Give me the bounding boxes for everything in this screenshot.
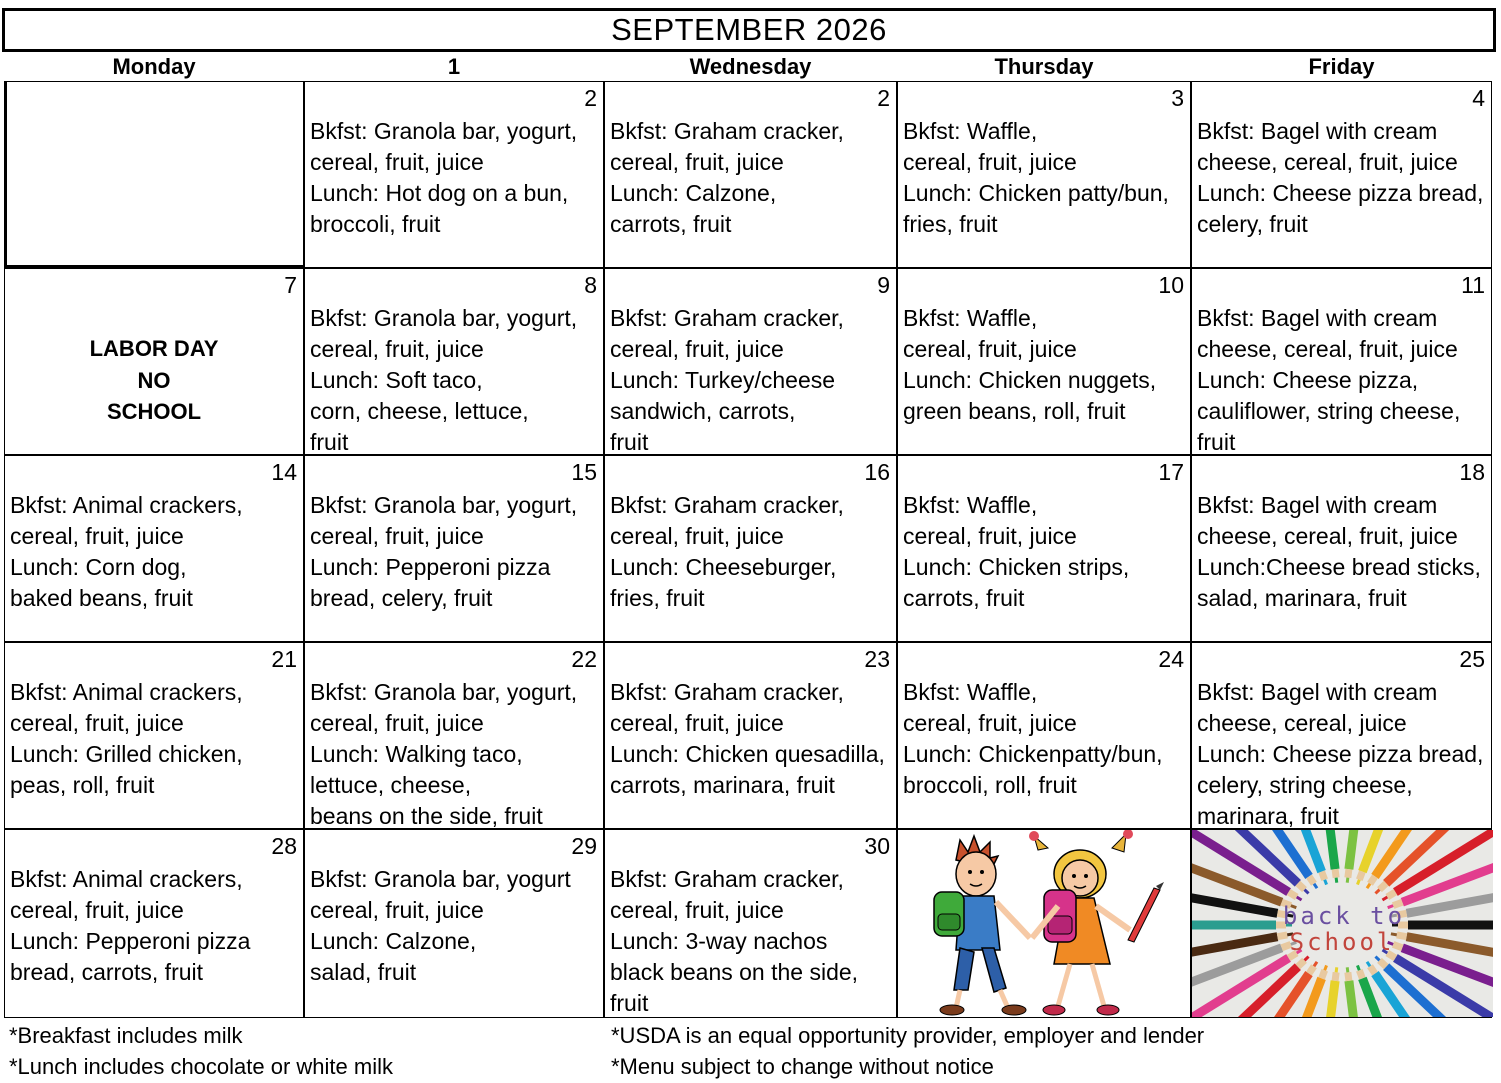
menu-line: cereal, fruit, juice [310, 897, 484, 923]
pencil-point [1336, 878, 1337, 883]
day-cell [4, 455, 304, 642]
menu-line: cheese, cereal, juice [1197, 710, 1407, 736]
day-number: 21 [271, 646, 297, 672]
menu-line: cereal, fruit, juice [610, 523, 784, 549]
menu-line: salad, marinara, fruit [1197, 585, 1407, 611]
menu-line: Bkfst: Bagel with cream [1197, 679, 1438, 705]
menu-line: Lunch: Chicken quesadilla, [610, 741, 885, 767]
back-to-school-pencils-image [1192, 830, 1493, 1017]
pencil-tip [1370, 876, 1375, 883]
pencil-point [1357, 880, 1359, 885]
weekday-header: 1 [447, 54, 461, 79]
day-cell [604, 642, 897, 829]
menu-line: cereal, fruit, juice [903, 523, 1077, 549]
menu-line: Bkfst: Graham cracker, [610, 492, 844, 518]
pencil-tip [1322, 872, 1325, 880]
menu-line: cereal, fruit, juice [903, 149, 1077, 175]
menu-line: Bkfst: Animal crackers, [10, 679, 243, 705]
menu-line: green beans, roll, fruit [903, 398, 1126, 424]
day-number: 25 [1459, 646, 1485, 672]
menu-line: Bkfst: Waffle, [903, 118, 1038, 144]
menu-line: Lunch: Cheese pizza bread, [1197, 180, 1484, 206]
menu-text [310, 303, 599, 458]
day-number: 16 [864, 459, 890, 485]
menu-text [10, 677, 299, 801]
menu-text [1197, 303, 1487, 458]
menu-line: fruit [1197, 429, 1236, 455]
menu-line: Lunch: Pepperoni pizza [310, 554, 551, 580]
menu-line: marinara, fruit [1197, 803, 1339, 829]
holiday-line: SCHOOL [106, 399, 202, 424]
menu-text [310, 116, 599, 240]
menu-line: Bkfst: Graham cracker, [610, 866, 844, 892]
menu-line: cereal, fruit, juice [610, 710, 784, 736]
menu-text [310, 490, 599, 614]
weekday-header: Friday [1308, 54, 1375, 79]
weekday-header: Thursday [994, 54, 1094, 79]
menu-line: fruit [310, 429, 349, 455]
pencil-tip [1359, 970, 1362, 978]
menu-line: cheese, cereal, fruit, juice [1197, 336, 1458, 362]
menu-line: Lunch: Chicken patty/bun, [903, 180, 1169, 206]
girl-figure [1029, 830, 1164, 1015]
day-number: 14 [271, 459, 297, 485]
menu-calendar-grid [0, 81, 1494, 1019]
menu-text [903, 116, 1186, 240]
pencil-tip [1335, 869, 1336, 877]
menu-line: fruit [610, 990, 649, 1016]
menu-line: cereal, fruit, juice [903, 710, 1077, 736]
menu-line: Bkfst: Graham cracker, [610, 118, 844, 144]
menu-line: Lunch: Calzone, [610, 180, 777, 206]
menu-line: Lunch: Pepperoni pizza [10, 928, 251, 954]
menu-line: Bkfst: Waffle, [903, 305, 1038, 331]
menu-line: corn, cheese, lettuce, [310, 398, 529, 424]
day-cell [604, 829, 897, 1018]
day-number: 8 [584, 272, 597, 298]
menu-line: carrots, marinara, fruit [610, 772, 835, 798]
menu-text [610, 677, 892, 801]
menu-line: Lunch: Grilled chicken, [10, 741, 243, 767]
day-number: 23 [864, 646, 890, 672]
day-cell [4, 829, 304, 1018]
pencil-tip [1277, 935, 1287, 937]
menu-text [610, 303, 892, 458]
menu-line: broccoli, roll, fruit [903, 772, 1077, 798]
menu-text [310, 677, 599, 832]
day-number: 22 [571, 646, 597, 672]
day-cell [1191, 455, 1492, 642]
menu-line: cereal, fruit, juice [310, 710, 484, 736]
menu-text [610, 490, 892, 614]
day-number: 4 [1472, 85, 1485, 111]
menu-line: cauliflower, string cheese, [1197, 398, 1461, 424]
pencil-tip [1298, 883, 1305, 889]
day-number: 28 [271, 833, 297, 859]
menu-line: sandwich, carrots, [610, 398, 796, 424]
menu-line: Lunch: Walking taco, [310, 741, 523, 767]
pencil-point [1347, 967, 1348, 972]
menu-text [903, 490, 1186, 614]
footer-right [611, 1020, 1204, 1082]
calendar-title: SEPTEMBER 2026 [2, 8, 1496, 52]
pencil-tip [1359, 872, 1362, 880]
school-text: School [1289, 928, 1395, 956]
pencil-tip [1379, 883, 1386, 889]
day-number: 17 [1158, 459, 1184, 485]
menu-line: fruit [610, 429, 649, 455]
pencil-point [1347, 878, 1348, 883]
menu-line: Lunch: Corn dog, [10, 554, 187, 580]
menu-text [1197, 677, 1487, 832]
menu-line: fries, fruit [610, 585, 705, 611]
menu-text [310, 864, 599, 988]
menu-line: Lunch: Turkey/cheese [610, 367, 836, 393]
pencil-tip [1309, 966, 1314, 973]
day-cell [604, 81, 897, 268]
back-to-text: back to [1282, 902, 1406, 930]
day-number: 2 [877, 85, 890, 111]
menu-line: celery, fruit [1197, 211, 1308, 237]
day-cell [304, 268, 604, 455]
day-cell [604, 455, 897, 642]
day-cell [4, 268, 304, 455]
menu-line: cereal, fruit, juice [610, 336, 784, 362]
menu-line: cereal, fruit, juice [10, 523, 184, 549]
menu-text [903, 677, 1186, 801]
menu-text [10, 864, 299, 988]
day-cell [897, 642, 1191, 829]
menu-text [610, 116, 892, 240]
day-number: 29 [571, 833, 597, 859]
holiday-line: LABOR DAY [89, 336, 219, 361]
footer-left [9, 1020, 393, 1082]
day-cell [304, 829, 604, 1018]
menu-line: cheese, cereal, fruit, juice [1197, 149, 1458, 175]
menu-text [610, 864, 892, 1019]
menu-line: bread, celery, fruit [310, 585, 493, 611]
pencil-tip [1348, 869, 1349, 877]
image-cell [897, 829, 1191, 1018]
menu-line: Lunch: Chickenpatty/bun, [903, 741, 1163, 767]
day-number: 2 [584, 85, 597, 111]
menu-line: bread, carrots, fruit [10, 959, 204, 985]
menu-line: beans on the side, fruit [310, 803, 543, 829]
menu-line: cereal, fruit, juice [903, 336, 1077, 362]
menu-line: lettuce, cheese, [310, 772, 472, 798]
day-cell [4, 81, 304, 268]
menu-line: Lunch: Cheeseburger, [610, 554, 837, 580]
menu-line: cereal, fruit, juice [310, 149, 484, 175]
pencil-tip [1322, 970, 1325, 978]
holiday-notice [5, 333, 303, 428]
day-number: 11 [1461, 272, 1485, 298]
weekday-header-row [0, 53, 1494, 81]
day-cell [897, 455, 1191, 642]
day-cell [304, 81, 604, 268]
pencil-tip [1348, 972, 1349, 980]
menu-line: Bkfst: Granola bar, yogurt, [310, 118, 578, 144]
day-number: 7 [284, 272, 297, 298]
menu-line: cereal, fruit, juice [10, 710, 184, 736]
menu-line: Bkfst: Waffle, [903, 492, 1038, 518]
footer-note: *USDA is an equal opportunity provider, employer and lender [611, 1023, 1205, 1048]
day-cell [1191, 81, 1492, 268]
day-number: 9 [877, 272, 890, 298]
pencil-point [1325, 965, 1327, 970]
menu-text [1197, 116, 1487, 240]
menu-line: Bkfst: Animal crackers, [10, 866, 243, 892]
pencil-tip [1370, 966, 1375, 973]
menu-line: carrots, fruit [903, 585, 1025, 611]
menu-line: broccoli, fruit [310, 211, 441, 237]
menu-line: Bkfst: Waffle, [903, 679, 1038, 705]
menu-line: Bkfst: Granola bar, yogurt, [310, 492, 578, 518]
menu-text [1197, 490, 1487, 614]
menu-text [10, 490, 299, 614]
footer-note: *Lunch includes chocolate or white milk [9, 1054, 393, 1079]
footer-note: *Menu subject to change without notice [611, 1054, 994, 1079]
pencil-tip [1397, 935, 1407, 937]
holiday-line: NO [137, 367, 171, 393]
menu-line: black beans on the side, [610, 959, 859, 985]
pencil-tip [1387, 892, 1395, 897]
menu-line: Bkfst: Animal crackers, [10, 492, 243, 518]
day-number: 24 [1158, 646, 1184, 672]
footer-note: *Breakfast includes milk [9, 1023, 243, 1048]
weekday-header: Monday [112, 54, 196, 79]
day-cell [4, 642, 304, 829]
day-cell [304, 455, 604, 642]
menu-line: fries, fruit [903, 211, 998, 237]
pencil-point [1357, 965, 1359, 970]
image-cell [1191, 829, 1492, 1018]
menu-line: cereal, fruit, juice [610, 149, 784, 175]
day-number: 15 [571, 459, 597, 485]
menu-line: Bkfst: Bagel with cream [1197, 118, 1438, 144]
menu-line: cereal, fruit, juice [10, 897, 184, 923]
day-number: 3 [1171, 85, 1184, 111]
menu-line: Bkfst: Granola bar, yogurt [310, 866, 571, 892]
menu-line: Lunch:Cheese bread sticks, [1197, 554, 1481, 580]
day-cell [304, 642, 604, 829]
kids-with-backpacks-illustration [898, 830, 1191, 1017]
menu-line: Bkfst: Graham cracker, [610, 679, 844, 705]
day-number: 30 [864, 833, 890, 859]
pencil-point [1336, 967, 1337, 972]
menu-line: Lunch: Hot dog on a bun, [310, 180, 569, 206]
pencil-tip [1335, 972, 1336, 980]
pencil-tip [1298, 960, 1305, 966]
day-cell [604, 268, 897, 455]
pencil-tip [1379, 960, 1386, 966]
day-cell [1191, 268, 1492, 455]
menu-line: Lunch: Chicken nuggets, [903, 367, 1157, 393]
day-cell [897, 268, 1191, 455]
menu-line: cereal, fruit, juice [610, 897, 784, 923]
day-number: 10 [1158, 272, 1184, 298]
menu-line: Bkfst: Graham cracker, [610, 305, 844, 331]
pencil-tip [1309, 876, 1314, 883]
menu-line: Lunch: 3-way nachos [610, 928, 828, 954]
menu-line: carrots, fruit [610, 211, 732, 237]
menu-line: cereal, fruit, juice [310, 523, 484, 549]
day-number: 18 [1459, 459, 1485, 485]
menu-line: salad, fruit [310, 959, 417, 985]
menu-line: Lunch: Cheese pizza, [1197, 367, 1419, 393]
menu-line: Bkfst: Bagel with cream [1197, 492, 1438, 518]
pencil-point [1325, 880, 1327, 885]
pencil-tip [1289, 892, 1297, 897]
menu-text [903, 303, 1186, 427]
pencil-tip [1393, 944, 1402, 947]
weekday-header: Wednesday [689, 54, 812, 79]
menu-line: Bkfst: Bagel with cream [1197, 305, 1438, 331]
menu-line: peas, roll, fruit [10, 772, 155, 798]
menu-line: Lunch: Cheese pizza bread, [1197, 741, 1484, 767]
menu-line: Bkfst: Granola bar, yogurt, [310, 679, 578, 705]
menu-line: cheese, cereal, fruit, juice [1197, 523, 1458, 549]
menu-line: Lunch: Chicken strips, [903, 554, 1130, 580]
menu-line: baked beans, fruit [10, 585, 193, 611]
menu-line: Lunch: Soft taco, [310, 367, 483, 393]
menu-line: celery, string cheese, [1197, 772, 1413, 798]
menu-line: Lunch: Calzone, [310, 928, 477, 954]
day-cell [1191, 642, 1492, 829]
menu-line: Bkfst: Granola bar, yogurt, [310, 305, 578, 331]
boy-figure [934, 836, 1030, 1015]
day-cell [897, 81, 1191, 268]
menu-line: cereal, fruit, juice [310, 336, 484, 362]
